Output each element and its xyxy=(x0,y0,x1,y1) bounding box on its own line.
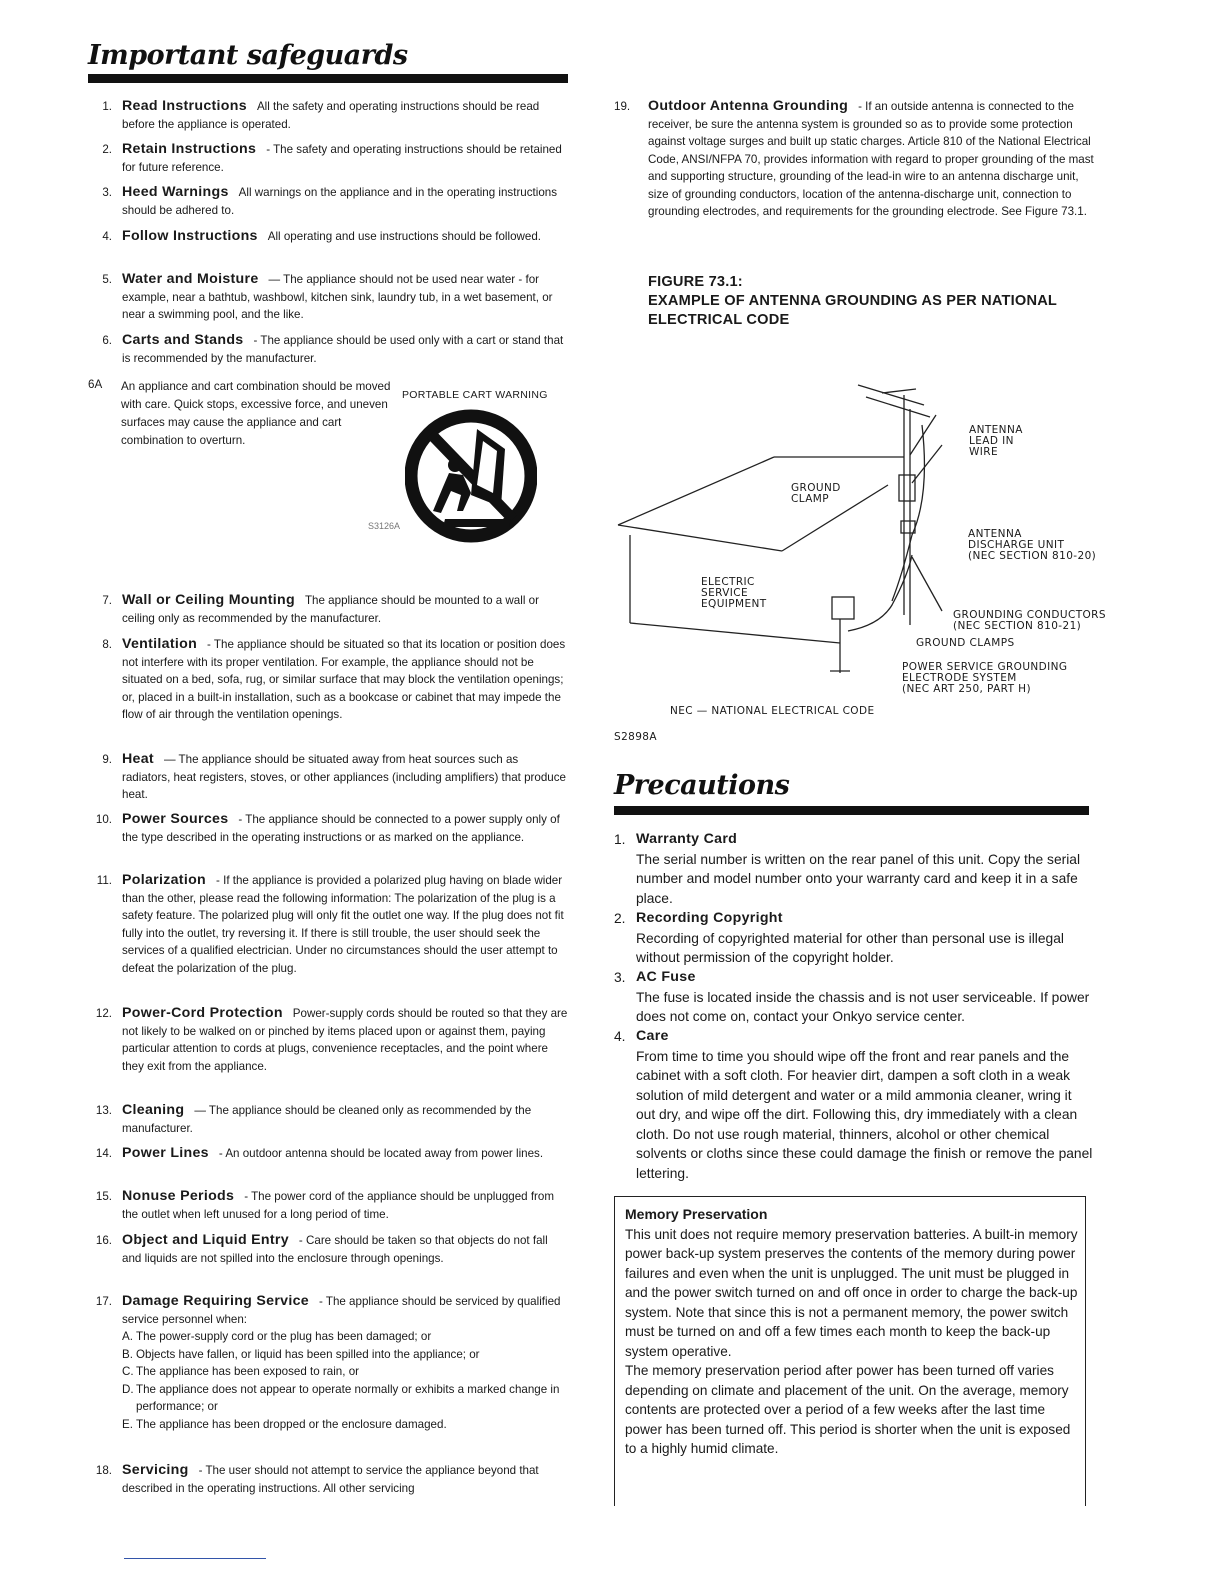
safeguard-item-14 xyxy=(88,1145,568,1163)
item-number: 5. xyxy=(102,273,112,286)
safeguard-item-4 xyxy=(88,228,568,246)
safeguard-item-5 xyxy=(88,271,568,324)
item-title: Polarization xyxy=(122,872,207,888)
item-title: Wall or Ceiling Mounting xyxy=(122,592,295,608)
label-ground-clamps: GROUND CLAMPS xyxy=(916,637,1015,649)
item-number: 10. xyxy=(95,813,112,826)
item-number: 11. xyxy=(96,874,112,887)
item-text: - The power cord of the appliance should be unplugged from the outlet when left unused for a long period of time. xyxy=(122,1190,555,1221)
safeguard-item-2 xyxy=(88,141,568,176)
safeguard-item-6 xyxy=(88,332,568,367)
precaution-title: AC Fuse xyxy=(636,969,696,985)
item-number: 12. xyxy=(95,1007,112,1020)
precaution-text: From time to time you should wipe off the front and rear panels and the cabinet with a soft cloth. For heavier dirt, dampen a soft cloth in a weak solution of mild detergent and water or a mild ammonia cleaner, wring it out dry, and wipe off the dirt. Following this, dry immediately with a clean cloth. Do not use rough material, thinners, alcohol or other chemical solvents or cloths since these could damage the finish or remove the panel lettering. xyxy=(636,1048,1093,1181)
item-title: Ventilation xyxy=(122,636,198,652)
antenna-grounding-diagram xyxy=(612,375,952,695)
precaution-text: The serial number is written on the rear panel of this unit. Copy the serial number and model number onto your warranty card and keep it in a safe place. xyxy=(636,851,1081,906)
safeguard-item-12 xyxy=(88,1005,568,1075)
item-text: - If an outside antenna is connected to the receiver, be sure the antenna system is grounded so as to provide some protection against voltage surges and built up static charges. Article 810 of the National Electrical Code, ANSI/NFPA 70, provides information with regard to proper grounding of the mast and supporting structure, grounding of the lead-in wire to an antenna discharge unit, size of grounding conductors, location of the antenna-discharge unit, connection to grounding electrodes, and requirements for the grounding electrode. See Figure 73.1. xyxy=(648,100,1094,218)
item-number: 9. xyxy=(102,753,112,766)
footer-line xyxy=(124,1558,266,1559)
figure-code: S2898A xyxy=(614,731,657,743)
memory-paragraph-1: This unit does not require memory preservation batteries. A built-in memory power back-up system preserves the contents of the memory during power failures and even when the unit is unplugged. The unit must be plugged in and the power switch turned on and off once in order to charge the back-up system. Note that since this is not a permanent memory, the power switch must be turned on and off a few times each month to keep the back-up system operative. xyxy=(625,1226,1078,1359)
item-title: Nonuse Periods xyxy=(122,1188,235,1204)
item-text: - If the appliance is provided a polarized plug having on blade wider than the other, please read the following information: The polarization of the plug is a safety feature. The polarized plug will only fit the outlet one way. If the plug does not fit fully into the outlet, try reversing it. If there is still trouble, the user should seek the services of a qualified electrician. Under no circumstances should the user attempt to defeat the polarization of the plug. xyxy=(122,874,564,975)
item-title: Heed Warnings xyxy=(122,184,229,200)
sub-item-e: E. The appliance has been dropped or the enclosure damaged. xyxy=(122,1417,447,1431)
precaution-item-4: 4. Care From time to time you should wipe off the front and rear panels and the cabinet with a soft cloth. For heavier dirt, dampen a soft cloth in a weak solution of mild detergent and water or a mild ammonia cleaner, wring it out dry, and wipe off the dirt. Following this, dry immediately with a clean cloth. Do not use rough material, thinners, alcohol or other chemical solvents or cloths since these could damage the finish or remove the panel lettering. xyxy=(614,1027,1094,1183)
item-text: — The appliance should be situated away from heat sources such as radiators, heat registers, stoves, or other appliances (including amplifiers) that produce heat. xyxy=(122,753,567,801)
sub-item-a: A. The power-supply cord or the plug has been damaged; or xyxy=(122,1330,432,1343)
item-number: 6. xyxy=(102,334,112,347)
item-number: 14. xyxy=(95,1147,112,1160)
item-title: Damage Requiring Service xyxy=(122,1293,309,1309)
item-number: 6A xyxy=(88,378,103,391)
item-number: 8. xyxy=(102,638,112,651)
figure-label: FIGURE 73.1: xyxy=(648,274,743,290)
item-title: Outdoor Antenna Grounding xyxy=(648,98,849,114)
item-number: 7. xyxy=(102,594,112,607)
safeguard-item-15 xyxy=(88,1188,568,1223)
item-text: - The appliance should be connected to a power supply only of the type described in the operating instructions or as marked on the appliance. xyxy=(122,813,560,844)
safeguard-item-18 xyxy=(88,1462,568,1497)
label-discharge-unit: ANTENNA DISCHARGE UNIT (NEC SECTION 810-20) xyxy=(968,528,1097,562)
item-text: All the safety and operating instructions should be read before the appliance is operated. xyxy=(122,100,540,131)
item-title: Water and Moisture xyxy=(122,271,259,287)
safeguard-item-17 xyxy=(88,1293,568,1433)
item-title: Heat xyxy=(122,751,154,767)
safeguard-item-16 xyxy=(88,1232,568,1267)
figure-caption xyxy=(648,273,1078,330)
safeguard-item-13 xyxy=(88,1102,568,1137)
precaution-text: The fuse is located inside the chassis and is not user serviceable. If power does not come on, contact your Onkyo service center. xyxy=(636,989,1090,1024)
precaution-item-2: 2. Recording Copyright Recording of copyrighted material for other than personal use is illegal without permission of the copyright holder. xyxy=(614,909,1094,968)
safeguard-item-11 xyxy=(88,872,568,977)
item-number: 17. xyxy=(95,1295,112,1308)
heading-rule xyxy=(88,74,568,83)
precaution-title: Recording Copyright xyxy=(636,910,783,926)
item-title: Follow Instructions xyxy=(122,228,258,244)
item-number: 19. xyxy=(614,100,631,113)
item-text: - Care should be taken so that objects do not fall and liquids are not spilled into the enclosure through openings. xyxy=(122,1234,548,1265)
label-power-service: POWER SERVICE GROUNDING ELECTRODE SYSTEM (NEC ART 250, PART H) xyxy=(902,661,1068,695)
cart-warning-icon xyxy=(405,407,537,545)
label-ground-clamp: GROUND CLAMP xyxy=(791,482,841,505)
item-text: - The appliance should be serviced by qualified service personnel when: xyxy=(122,1295,561,1326)
precaution-text: Recording of copyrighted material for other than personal use is illegal without permission of the copyright holder. xyxy=(636,930,1064,965)
precaution-title: Warranty Card xyxy=(636,831,738,847)
figure-title: EXAMPLE OF ANTENNA GROUNDING AS PER NATIONAL ELECTRICAL CODE xyxy=(648,293,1057,328)
item-text: - The appliance should be used only with a cart or stand that is recommended by the manufacturer. xyxy=(122,334,564,365)
item-text: All operating and use instructions should be followed. xyxy=(267,230,542,243)
memory-preservation-box xyxy=(614,1196,1086,1506)
item-number: 15. xyxy=(95,1190,112,1203)
item-title: Carts and Stands xyxy=(122,332,244,348)
item-number: 13. xyxy=(95,1104,112,1117)
sub-item-b: B. Objects have fallen, or liquid has been spilled into the appliance; or xyxy=(122,1347,480,1361)
item-title: Servicing xyxy=(122,1462,189,1478)
figure-code: S3126A xyxy=(368,521,401,531)
item-number: 1. xyxy=(102,100,112,113)
item-number: 2. xyxy=(102,143,112,156)
precaution-item-1: 1. Warranty Card The serial number is written on the rear panel of this unit. Copy the serial number and model number onto your warranty card and keep it in a safe place. xyxy=(614,830,1094,908)
item-text: - The user should not attempt to service the appliance beyond that described in the operating instructions. All other servicing xyxy=(122,1464,539,1495)
safeguard-item-1 xyxy=(88,98,568,133)
sub-item-d: D. The appliance does not appear to operate normally or exhibits a marked change in performance; or xyxy=(122,1382,560,1413)
safeguard-item-9 xyxy=(88,751,568,804)
item-number: 3. xyxy=(102,186,112,199)
page-heading: Important safeguards xyxy=(88,40,408,71)
safeguard-item-19 xyxy=(614,98,1094,221)
item-text: - The safety and operating instructions should be retained for future reference. xyxy=(122,143,562,174)
cart-warning-label: PORTABLE CART WARNING xyxy=(402,389,548,401)
item-text: The appliance should be mounted to a wall or ceiling only as recommended by the manufacturer. xyxy=(122,594,539,625)
safeguard-item-7 xyxy=(88,592,568,627)
sub-item-c: C. The appliance has been exposed to rain, or xyxy=(122,1365,360,1378)
item-text: All warnings on the appliance and in the operating instructions should be adhered to. xyxy=(122,186,558,217)
item-text: - The appliance should be situated so that its location or position does not interfere with its proper ventilation. For example, the appliance should not be situated on a bed, sofa, rug, or similar surface that may block the ventilation openings; or, placed in a built-in installation, such as a bookcase or cabinet that may impede the flow of air through the ventilation openings. xyxy=(122,638,566,721)
precautions-rule xyxy=(614,806,1089,815)
item-text: — The appliance should not be used near water - for example, near a bathtub, washbowl, kitchen sink, laundry tub, in a wet basement, or near a swimming pool, and the like. xyxy=(122,273,553,321)
item-text: - An outdoor antenna should be located away from power lines. xyxy=(218,1147,544,1160)
memory-paragraph-2: The memory preservation period after power has been turned off varies depending on climate and placement of the unit. On the average, memory contents are protected over a period of a few weeks after the last time power has been turned off. This period is shorter when the unit is exposed to a highly humid climate. xyxy=(625,1363,1071,1456)
precautions-heading: Precautions xyxy=(614,770,790,801)
item-6a-text: An appliance and cart combination should be moved with care. Quick stops, excessive force, and uneven surfaces may cause the appliance and cart combination to overturn. xyxy=(121,380,391,447)
label-electric-service: ELECTRIC SERVICE EQUIPMENT xyxy=(701,576,767,610)
label-antenna-lead-in: ANTENNA LEAD IN WIRE xyxy=(969,424,1023,458)
item-title: Power-Cord Protection xyxy=(122,1005,283,1021)
item-title: Power Lines xyxy=(122,1145,209,1161)
item-title: Read Instructions xyxy=(122,98,247,114)
safeguard-item-3 xyxy=(88,184,568,219)
item-text: — The appliance should be cleaned only as recommended by the manufacturer. xyxy=(122,1104,532,1135)
safeguard-item-8 xyxy=(88,636,568,724)
precaution-item-3: 3. AC Fuse The fuse is located inside the chassis and is not user serviceable. If power does not come on, contact your Onkyo service center. xyxy=(614,968,1094,1027)
item-title: Cleaning xyxy=(122,1102,185,1118)
item-number: 18. xyxy=(95,1464,112,1477)
item-number: 4. xyxy=(102,230,112,243)
item-title: Object and Liquid Entry xyxy=(122,1232,289,1248)
item-number: 16. xyxy=(95,1234,112,1247)
memory-title: Memory Preservation xyxy=(625,1206,768,1222)
label-grounding-conductors: GROUNDING CONDUCTORS (NEC SECTION 810-21) xyxy=(953,609,1106,632)
item-text: Power-supply cords should be routed so that they are not likely to be walked on or pinched by items placed upon or against them, paying particular attention to cords at plugs, convenience receptacles, and the point where they exit from the appliance. xyxy=(122,1007,568,1073)
safeguard-item-10 xyxy=(88,811,568,846)
item-title: Power Sources xyxy=(122,811,229,827)
precaution-title: Care xyxy=(636,1028,669,1044)
item-title: Retain Instructions xyxy=(122,141,257,157)
nec-note: NEC — NATIONAL ELECTRICAL CODE xyxy=(670,705,875,717)
